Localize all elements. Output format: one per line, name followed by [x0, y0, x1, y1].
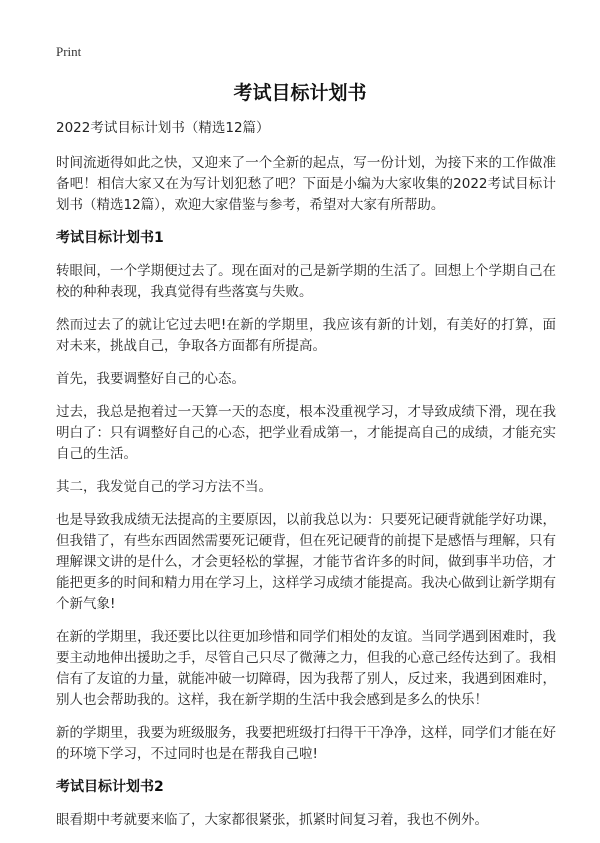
paragraph: 新的学期里，我要为班级服务，我要把班级打扫得干干净净，这样，同学们才能在好的环境下学习，不过同时也是在帮我自己啦!	[56, 725, 556, 762]
intro-paragraph: 时间流逝得如此之快，又迎来了一个全新的起点，写一份计划，为接下来的工作做准备吧！相信大家又在为写计划犯愁了吧？下面是小编为大家收集的2022考试目标计划书（精选12篇），欢迎大家借鉴与参考，希望对大家有所帮助。	[56, 155, 556, 213]
page-title: 考试目标计划书	[233, 82, 367, 104]
document-body	[56, 118, 556, 843]
document-subtitle: 2022考试目标计划书（精选12篇）	[56, 120, 270, 136]
paragraph: 其二，我发觉自己的学习方法不当。	[56, 479, 272, 495]
paragraph: 转眼间，一个学期便过去了。现在面对的己是新学期的生活了。回想上个学期自己在校的种种表现，我真觉得有些落寞与失败。	[56, 263, 556, 300]
paragraph: 过去，我总是抱着过一天算一天的态度，根本没重视学习，才导致成绩下滑，现在我明白了：只有调整好自己的心态，把学业看成第一，才能提高自己的成绩，才能充实自己的生活。	[56, 404, 556, 462]
paragraph: 也是导致我成绩无法提高的主要原因，以前我总以为：只要死记硬背就能学好功课，但我错了，有些东西固然需要死记硬背，但在死记硬背的前提下是感悟与理解，只有理解课文讲的是什么，才会更轻松的掌握，才能节省许多的时间，做到事半功倍，才能把更多的时间和精力用在学习上，这样学习成绩才能提高。我决心做到让新学期有个新气象!	[56, 512, 556, 612]
paragraph: 首先，我要调整好自己的心态。	[56, 371, 245, 387]
paragraph: 眼看期中考就要来临了，大家都很紧张，抓紧时间复习着，我也不例外。	[56, 812, 488, 828]
paragraph: 然而过去了的就让它过去吧!在新的学期里，我应该有新的计划，有美好的打算，面对未来，挑战自己，争取各方面都有所提高。	[56, 317, 556, 354]
print-link[interactable]: Print	[56, 44, 82, 59]
section-heading: 考试目标计划书2	[56, 779, 164, 795]
paragraph: 在新的学期里，我还要比以往更加珍惜和同学们相处的友谊。当同学遇到困难时，我要主动地伸出援助之手，尽管自己只尽了微薄之力，但我的心意己经传达到了。我相信有了友谊的力量，就能冲破一切障碍，因为我帮了别人，反过来，我遇到困难时，别人也会帮助我的。这样，我在新学期的生活中我会感到是多么的快乐！	[56, 629, 556, 708]
section-heading: 考试目标计划书1	[56, 230, 164, 246]
